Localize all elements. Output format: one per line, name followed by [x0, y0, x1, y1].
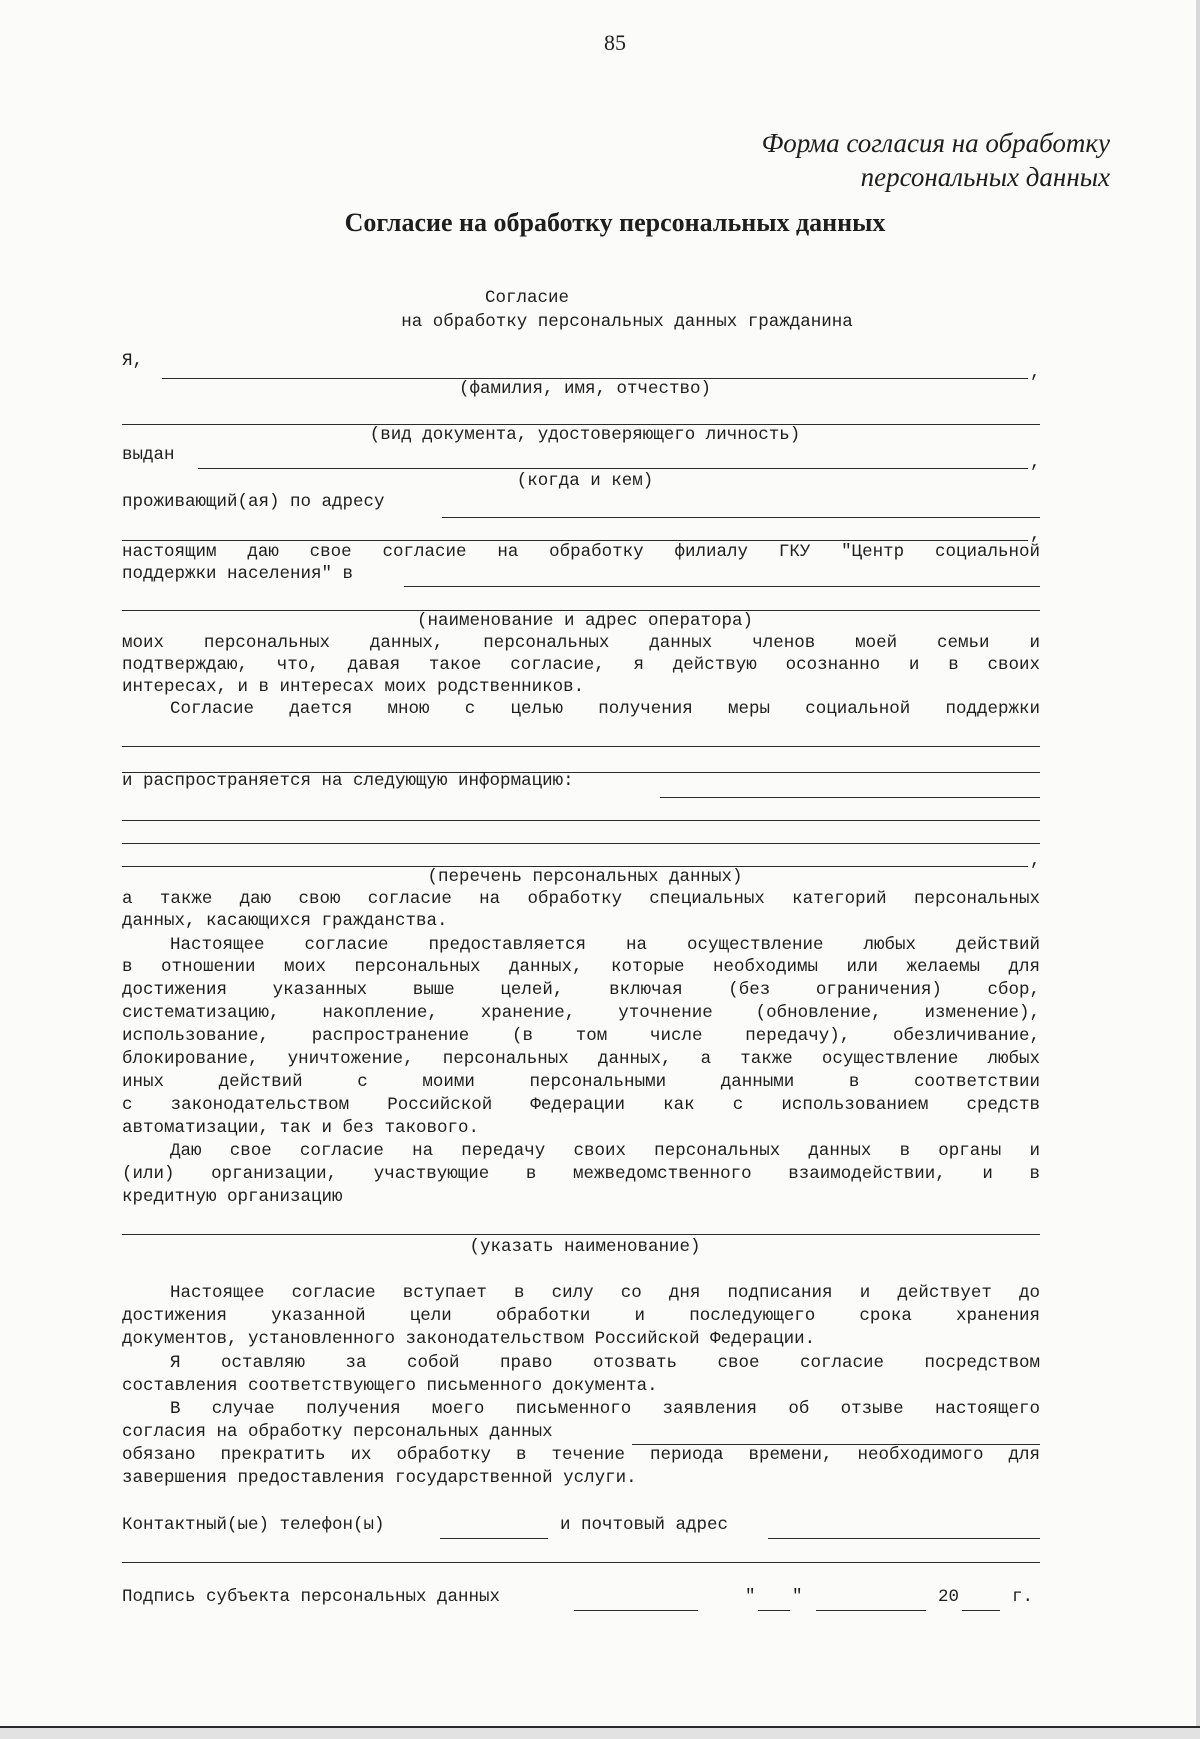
- form-title: Форма согласия на обработку персональных данных: [761, 128, 1110, 192]
- info-line-2[interactable]: [122, 820, 1040, 821]
- issued-label: выдан: [122, 445, 175, 465]
- paragraph-line: в отношении моих персональных данных, которые необходимы или желаемы для: [122, 957, 1040, 977]
- paragraph-line: В случае получения моего письменного заявления об отзыве настоящего: [170, 1399, 1040, 1419]
- paragraph-line: составления соответствующего письменного документа.: [122, 1376, 658, 1396]
- consent-operator-line-2: поддержки населения" в: [122, 564, 354, 584]
- paragraph-line: интересах, и в интересах моих родственников.: [122, 677, 585, 697]
- info-line-3[interactable]: [122, 843, 1040, 844]
- paragraph-line: завершения предоставления государственной услуги.: [122, 1468, 637, 1488]
- pd-list-caption: (перечень персональных данных): [427, 867, 743, 887]
- document-title: Согласие на обработку персональных данных: [344, 208, 886, 237]
- postal-label: и почтовый адрес: [560, 1515, 729, 1535]
- page-edge-shadow: [1196, 0, 1200, 1739]
- paragraph-line: данных, касающихся гражданства.: [122, 911, 448, 931]
- operator-caption: (наименование и адрес оператора): [416, 611, 754, 631]
- paragraph-line: автоматизации, так и без такового.: [122, 1118, 480, 1138]
- ya-prefix: Я,: [122, 351, 144, 371]
- comma: ,: [1030, 363, 1041, 383]
- paragraph-line: подтверждаю, что, давая такое согласие, я действую осознанно и в своих: [122, 655, 1040, 675]
- paragraph-line: кредитную организацию: [122, 1187, 343, 1207]
- paragraph-line: моих персональных данных, персональных данных членов моей семьи и: [122, 633, 1040, 653]
- paragraph-line: достижения указанных выше целей, включая (без ограничения) сбор,: [122, 980, 1040, 1000]
- date-quote-open: ": [745, 1587, 756, 1607]
- organization-line[interactable]: [122, 1234, 1040, 1235]
- info-line-1[interactable]: [660, 797, 1040, 798]
- paragraph-line: достижения указанной цели обработки и последующего срока хранения: [122, 1306, 1040, 1326]
- page-number: 85: [604, 30, 626, 55]
- postal-address-line-1[interactable]: [768, 1538, 1040, 1539]
- consent-subheading: на обработку персональных данных гражданина: [401, 312, 853, 332]
- consent-heading: Согласие: [484, 288, 569, 308]
- paragraph-line: систематизацию, накопление, хранение, уточнение (обновление, изменение),: [122, 1003, 1040, 1023]
- issued-line[interactable]: [198, 468, 1028, 469]
- date-quote-close: ": [792, 1587, 803, 1607]
- comma: ,: [1030, 453, 1041, 473]
- paragraph-line: блокирование, уничтожение, персональных данных, а также осуществление любых: [122, 1049, 1040, 1069]
- consent-operator-line: настоящим даю свое согласие на обработку филиалу ГКУ "Центр социальной: [122, 542, 1040, 562]
- signature-line[interactable]: [574, 1610, 698, 1611]
- goal-line-1[interactable]: [122, 746, 1040, 747]
- paragraph-line: Настоящее согласие вступает в силу со дня подписания и действует до: [170, 1283, 1040, 1303]
- organization-caption: (указать наименование): [469, 1237, 701, 1257]
- address-label: проживающий(ая) по адресу: [122, 492, 385, 512]
- paragraph-line: согласия на обработку персональных данных: [122, 1422, 553, 1442]
- comma: ,: [1030, 525, 1041, 545]
- year-line[interactable]: [962, 1610, 1000, 1611]
- issued-caption: (когда и кем): [516, 471, 654, 491]
- day-line[interactable]: [758, 1610, 790, 1611]
- fio-caption: (фамилия, имя, отчество): [458, 379, 712, 399]
- address-line-1[interactable]: [442, 517, 1040, 518]
- paragraph-line: с законодательством Российской Федерации как с использованием средств: [122, 1095, 1040, 1115]
- operator-line-1[interactable]: [404, 586, 1040, 587]
- paragraph-line: документов, установленного законодательством Российской Федерации.: [122, 1329, 816, 1349]
- paragraph-line: Я оставляю за собой право отозвать свое согласие посредством: [170, 1353, 1040, 1373]
- signature-label: Подпись субъекта персональных данных: [122, 1587, 501, 1607]
- paragraph-line: Настоящее согласие предоставляется на осуществление любых действий: [170, 935, 1040, 955]
- paragraph-line: а также даю свою согласие на обработку специальных категорий персональных: [122, 889, 1040, 909]
- goal-line: Согласие дается мною с целью получения меры социальной поддержки: [170, 699, 1040, 719]
- year-prefix: 20: [938, 1587, 960, 1607]
- month-line[interactable]: [816, 1610, 926, 1611]
- year-suffix: г.: [1012, 1587, 1034, 1607]
- paragraph-line: (или) организации, участвующие в межведомственного взаимодействии, и в: [122, 1164, 1040, 1184]
- paragraph-line: Даю свое согласие на передачу своих персональных данных в органы и: [170, 1141, 1040, 1161]
- postal-address-line-2[interactable]: [122, 1562, 1040, 1563]
- scanner-bed: [0, 1728, 1200, 1739]
- paragraph-line: использование, распространение (в том числе передачу), обезличивание,: [122, 1026, 1040, 1046]
- phone-line[interactable]: [440, 1538, 548, 1539]
- paragraph-line: иных действий с моими персональными данными в соответствии: [122, 1072, 1040, 1092]
- paragraph-line: обязано прекратить их обработку в течение периода времени, необходимого для: [122, 1445, 1040, 1465]
- info-label: и распространяется на следующую информацию:: [122, 771, 574, 791]
- identity-document-caption: (вид документа, удостоверяющего личность): [369, 425, 801, 445]
- contact-label: Контактный(ые) телефон(ы): [122, 1515, 385, 1535]
- comma: ,: [1030, 851, 1041, 871]
